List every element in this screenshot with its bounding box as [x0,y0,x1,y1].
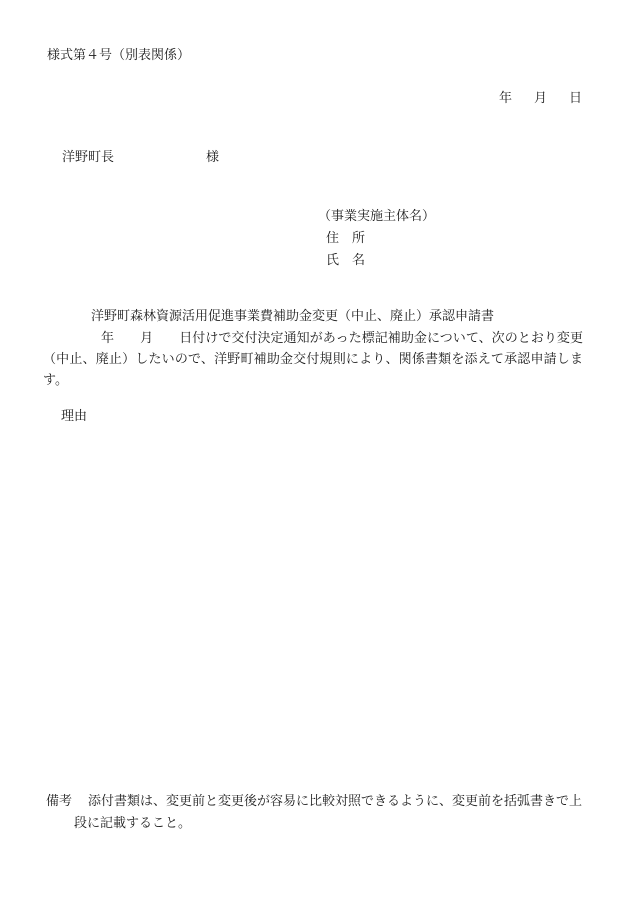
addressee-name: 洋野町長 [62,150,115,165]
remarks-line2: 段に記載すること。 [74,816,192,831]
remarks-line1: 添付書類は、変更前と変更後が容易に比較対照できるように、変更前を括弧書きで上 [88,794,583,809]
remarks-label: 備考 [46,794,73,809]
date-day: 日 [568,91,582,106]
addressee [62,151,219,164]
date-line [499,92,582,105]
body-line1-rest: 日付けで交付決定通知があった標記補助金について、次のとおり変更 [179,331,583,346]
applicant-address-label: 住 所 [326,231,366,246]
applicant-block [318,210,435,276]
date-month: 月 [533,91,547,106]
body-text [43,328,583,391]
addressee-honorific: 様 [206,150,220,165]
remarks [46,791,602,835]
body-year: 年 [101,331,115,346]
form-number: 様式第４号（別表関係） [47,48,191,63]
applicant-org-label: （事業実施主体名） [318,209,436,224]
document-title: 洋野町森林資源活用促進事業費補助金変更（中止、廃止）承認申請書 [91,309,495,324]
body-month: 月 [140,331,154,346]
reason-label: 理由 [61,409,88,424]
body-line2: （中止、廃止）したいので、洋野町補助金交付規則により、関係書類を添えて承認申請します。 [43,352,583,388]
applicant-name-label: 氏 名 [326,253,366,268]
date-year: 年 [498,91,512,106]
